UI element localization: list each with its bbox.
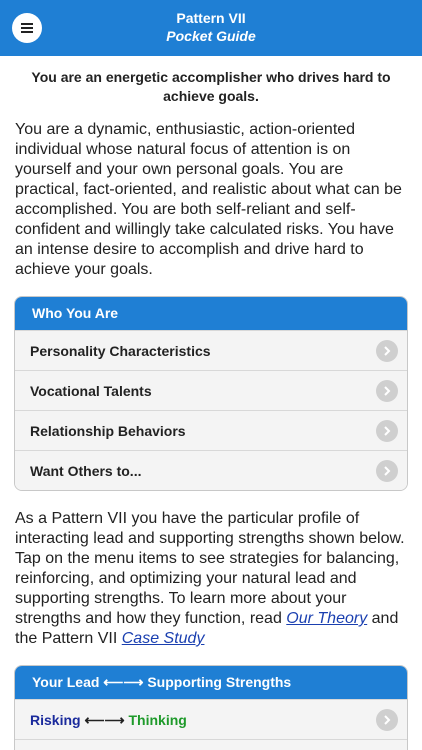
profile-paragraph (15, 509, 408, 649)
headline: You are an energetic accomplisher who drives hard to achieve goals. (31, 69, 391, 104)
lead-supporting-card (14, 665, 408, 750)
menu-item-label: Want Others to... (30, 463, 142, 479)
menu-item-personality-characteristics[interactable] (15, 330, 407, 370)
lead-strength-label: Risking (30, 712, 81, 728)
chevron-right-icon (376, 340, 398, 362)
case-study-link[interactable]: Case Study (121, 630, 205, 647)
menu-item-label: Vocational Talents (30, 383, 152, 399)
menu-item-vocational-talents[interactable] (15, 370, 407, 410)
link-arrow-label: ⟵⟶ (80, 712, 129, 728)
menu-item-label: Relationship Behaviors (30, 423, 186, 439)
app-header (0, 0, 422, 56)
profile-text-before: As a Pattern VII you have the particular profile of interacting lead and supporting strengths shown below. Tap on the menu items to see strategies for balancing, reinforcing, and optimizing your natural lead and supporting strengths. To learn more about your strengths and how they function, read (15, 510, 405, 627)
who-you-are-card (14, 296, 408, 491)
chevron-right-icon (376, 460, 398, 482)
profile-text-middle: and the Pattern VII (15, 610, 399, 647)
header-title: Pattern VII (176, 10, 246, 26)
menu-item-relationship-behaviors[interactable] (15, 410, 407, 450)
chevron-right-icon (376, 380, 398, 402)
menu-item-label: Personality Characteristics (30, 343, 211, 359)
chevron-right-icon (376, 420, 398, 442)
who-you-are-header: Who You Are (15, 297, 407, 330)
menu-item-want-others-to[interactable] (15, 450, 407, 490)
intro-paragraph: You are a dynamic, enthusiastic, action-oriented individual whose natural focus of attention is on yourself and your own personal goals. You are practical, fact-oriented, and realistic about what can be accomplished. You are both self-reliant and self-confident and willingly take calculated risks. You have an intense desire to accomplish and drive hard to achieve your goals. (15, 121, 402, 278)
supporting-strength-label: Thinking (128, 712, 187, 728)
main-content (0, 56, 422, 750)
menu-item-risking-thinking[interactable] (15, 699, 407, 739)
chevron-right-icon (376, 709, 398, 731)
lead-supporting-header: Your Lead ⟵⟶ Supporting Strengths (15, 666, 407, 699)
header-subtitle: Pocket Guide (166, 28, 256, 44)
menu-item-next[interactable] (15, 739, 407, 750)
our-theory-link[interactable]: Our Theory (286, 610, 368, 627)
